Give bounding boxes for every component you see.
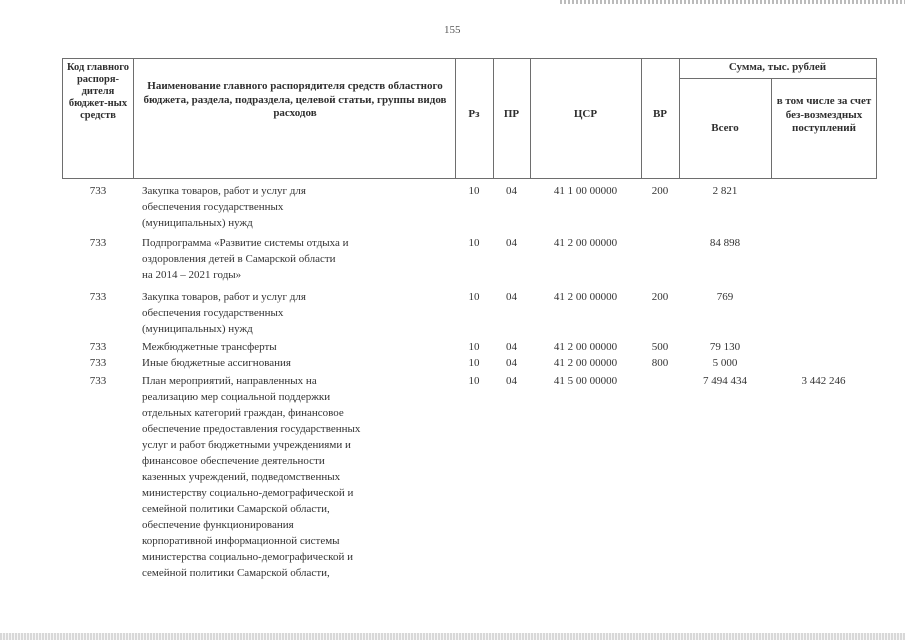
row-csr: 41 2 00 00000 <box>553 237 618 249</box>
row-total: 79 130 <box>709 341 741 353</box>
row-pr: 04 <box>506 185 517 197</box>
amount-group-divider <box>679 78 877 79</box>
row-pr: 04 <box>506 237 517 249</box>
row-total: 5 000 <box>712 357 738 369</box>
row-pr: 04 <box>506 375 517 387</box>
row-pr: 04 <box>506 357 517 369</box>
row-code: 733 <box>89 341 107 353</box>
col-border-total <box>771 78 772 179</box>
row-csr: 41 2 00 00000 <box>553 291 618 303</box>
row-name: Межбюджетные трансферты <box>142 341 277 353</box>
row-csr: 41 2 00 00000 <box>553 357 618 369</box>
col-border-vr <box>679 58 680 179</box>
row-code: 733 <box>89 291 107 303</box>
row-total: 84 898 <box>709 237 741 249</box>
col-border-code <box>133 58 134 179</box>
col-border-right <box>876 58 877 179</box>
row-pr: 04 <box>506 341 517 353</box>
row-name: Закупка товаров, работ и услуг для обеспечения государственных (муниципальных) нужд <box>142 185 306 229</box>
header-name: Наименование главного распорядителя средств областного бюджета, раздела, подраздела, целевой статьи, группы видов расходов <box>143 80 447 119</box>
row-rz: 10 <box>468 291 480 303</box>
row-rz: 10 <box>468 375 480 387</box>
row-code: 733 <box>89 357 107 369</box>
row-csr: 41 2 00 00000 <box>553 341 618 353</box>
row-vr: 200 <box>651 291 669 303</box>
row-name: Иные бюджетные ассигнования <box>142 357 291 369</box>
row-rz: 10 <box>468 237 480 249</box>
row-rz: 10 <box>468 185 480 197</box>
header-grants: в том числе за счет без-возмездных поступлений <box>776 95 872 134</box>
row-rz: 10 <box>468 357 480 369</box>
header-csr: ЦСР <box>573 108 598 120</box>
header-rz: Рз <box>468 108 480 120</box>
header-bottom-border <box>62 178 877 179</box>
row-code: 733 <box>89 185 107 197</box>
row-name: План мероприятий, направленных на реализацию мер социальной поддержки отдельных категорий граждан, финансовое обеспечение предоставления государственных услуг и работ бюджетными учреждениями и финансовое обеспечение деятельности казенных учреждений, подведомственных министерству социально-демографической и семейной политики Самарской области, обеспечение функционирования корпоративной информационной системы министерства социально-демографической и семейной политики Самарской области, <box>142 375 361 579</box>
header-total: Всего <box>711 122 739 134</box>
row-csr: 41 1 00 00000 <box>553 185 618 197</box>
row-rz: 10 <box>468 341 480 353</box>
col-border-left <box>62 58 63 179</box>
row-total: 7 494 434 <box>703 375 747 387</box>
row-code: 733 <box>89 237 107 249</box>
row-total: 2 821 <box>712 185 738 197</box>
scan-edge-bottom <box>0 633 905 640</box>
row-grants: 3 442 246 <box>801 375 846 387</box>
header-pr: ПР <box>503 108 520 120</box>
row-csr: 41 5 00 00000 <box>553 375 618 387</box>
row-vr: 800 <box>651 357 669 369</box>
row-pr: 04 <box>506 291 517 303</box>
row-name: Подпрограмма «Развитие системы отдыха и оздоровления детей в Самарской области на 2014 – 2021 годы» <box>142 237 349 281</box>
table-top-border <box>62 58 877 59</box>
scan-edge-top <box>560 0 905 4</box>
header-code: Код главного распоря-дителя бюджет-ных средств <box>66 62 130 121</box>
row-name: Закупка товаров, работ и услуг для обеспечения государственных (муниципальных) нужд <box>142 291 306 335</box>
row-code: 733 <box>89 375 107 387</box>
page-number: 155 <box>444 24 461 36</box>
row-vr: 500 <box>651 341 669 353</box>
row-total: 769 <box>716 291 734 303</box>
row-vr: 200 <box>651 185 669 197</box>
header-vr: ВР <box>652 108 668 120</box>
header-amount-group: Сумма, тыс. рублей <box>728 61 827 73</box>
